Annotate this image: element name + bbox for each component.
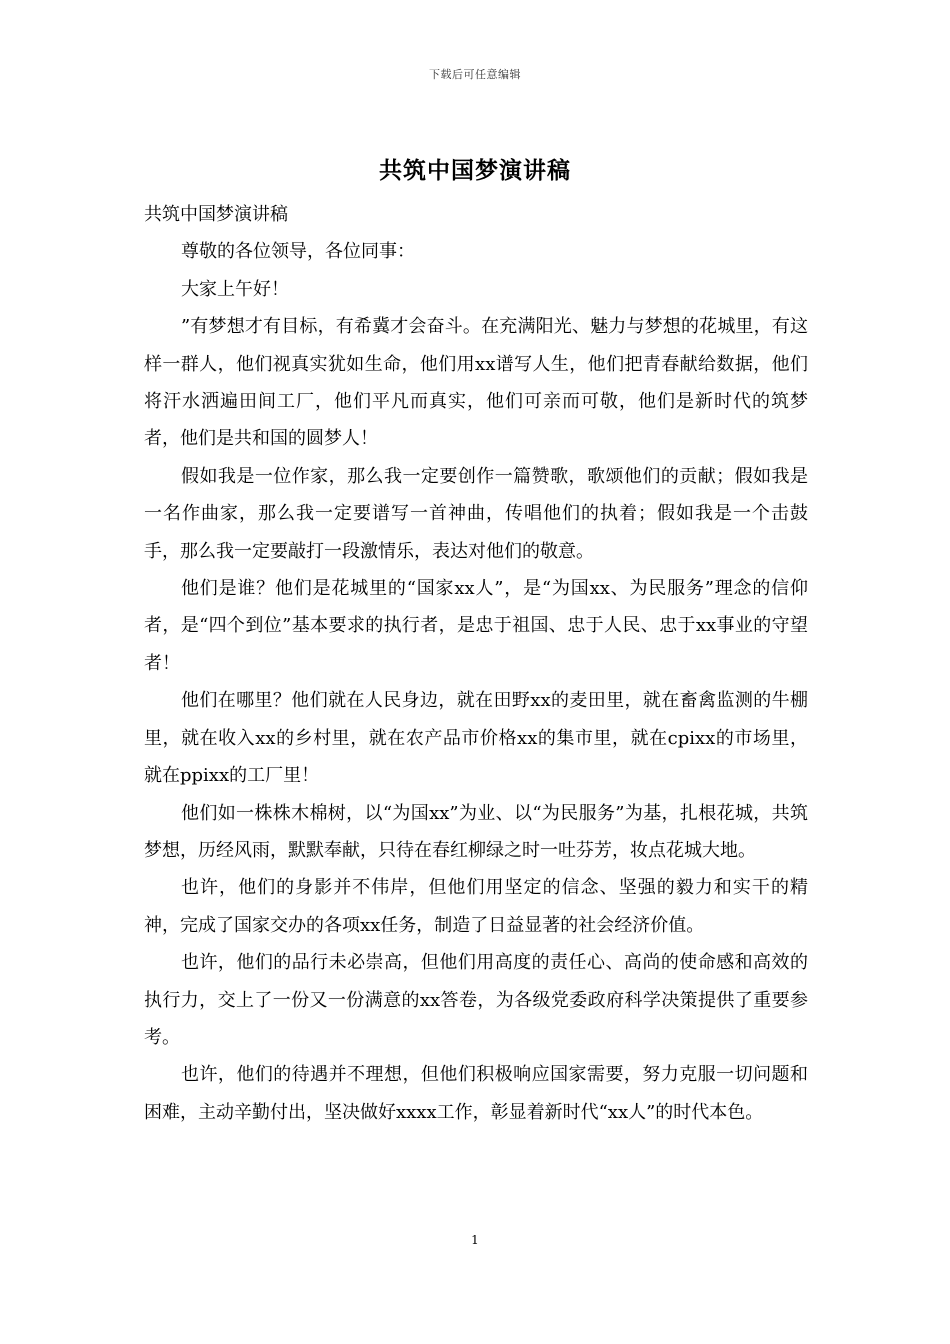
- page-number: 1: [471, 1233, 479, 1247]
- document-title: 共筑中国梦演讲稿: [379, 157, 571, 184]
- paragraph: 也许，他们的品行未必崇高，但他们用高度的责任心、高尚的使命感和高效的执行力，交上了一份又一份满意的xx答卷，为各级党委政府科学决策提供了重要参考。: [144, 952, 808, 1048]
- subtitle-line: 共筑中国梦演讲稿: [144, 204, 288, 225]
- paragraph: 他们如一株株木棉树，以“为国xx”为业、以“为民服务”为基，扎根花城，共筑梦想，历经风雨，默默奉献，只待在春红柳绿之时一吐芬芳，妆点花城大地。: [144, 802, 808, 861]
- greeting: 大家上午好！: [181, 278, 289, 300]
- paragraph: 他们在哪里？他们就在人民身边，就在田野xx的麦田里，就在畜禽监测的牛棚里，就在收入xx的乡村里，就在农产品市价格xx的集市里，就在cpixx的市场里，就在ppixx的工厂里！: [144, 690, 808, 787]
- paragraph: 他们是谁？他们是花城里的“国家xx人”，是“为国xx、为民服务”理念的信仰者，是“四个到位”基本要求的执行者，是忠于祖国、忠于人民、忠于xx事业的守望者！: [144, 578, 808, 674]
- paragraph: ”有梦想才有目标，有希冀才会奋斗。在充满阳光、魅力与梦想的花城里，有这样一群人，他们视真实犹如生命，他们用xx谱写人生，他们把青春献给数据，他们将汗水洒遍田间工厂，他们平凡而真实，他们可亲而可敬，他们是新时代的筑梦者，他们是共和国的圆梦人！: [144, 316, 808, 450]
- salutation: 尊敬的各位领导，各位同事：: [181, 241, 415, 263]
- header-note: 下载后可任意编辑: [429, 68, 521, 81]
- paragraph: 假如我是一位作家，那么我一定要创作一篇赞歌，歌颂他们的贡献；假如我是一名作曲家，那么我一定要谱写一首神曲，传唱他们的执着；假如我是一个击鼓手，那么我一定要敲打一段激情乐，表达对他们的敬意。: [144, 465, 808, 562]
- paragraph: 也许，他们的身影并不伟岸，但他们用坚定的信念、坚强的毅力和实干的精神，完成了国家交办的各项xx任务，制造了日益显著的社会经济价值。: [144, 877, 808, 936]
- document-body: [144, 196, 808, 1131]
- paragraph: 也许，他们的待遇并不理想，但他们积极响应国家需要，努力克服一切问题和困难，主动辛勤付出，坚决做好xxxx工作，彰显着新时代“xx人”的时代本色。: [144, 1064, 808, 1123]
